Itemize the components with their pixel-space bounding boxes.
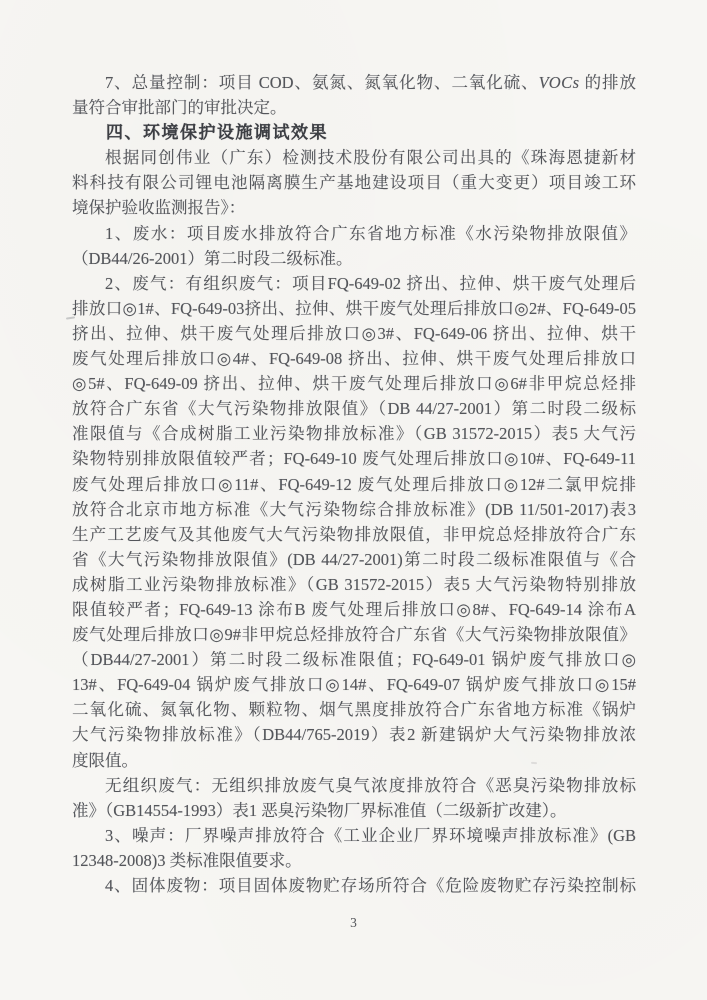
text-line: 2、废气：有组织废气：项目FQ-649-02 挤出、拉伸、烘干废气处理后 (105, 273, 636, 293)
text-line: 境保护验收监测报告》： (72, 198, 246, 218)
text-segment: 7、总量控制：项目 COD、氨氮、氮氧化物、二氧化硫、 (105, 73, 539, 92)
text-line: （DB44/27-2001）第二时段二级标准限值；FQ-649-01 锅炉废气排放口◎ (72, 650, 636, 670)
text-line: 3、噪声：厂界噪声排放符合《工业企业厂界环境噪声排放标准》(GB (105, 825, 636, 845)
text-line: 准》（GB14554-1993）表1 恶臭污染物厂界标准值（二级新扩改建）。 (72, 800, 567, 820)
text-line (72, 70, 636, 95)
scan-artifact (531, 762, 537, 764)
text-line: 根据同创伟业（广东）检测技术股份有限公司出具的《珠海恩捷新材 (105, 148, 636, 168)
text-line: 废气处理后排放口◎9#非甲烷总烃排放符合广东省《大气污染物排放限值》 (72, 625, 636, 645)
document-text-block (72, 70, 636, 898)
text-line: 限值较严者；FQ-649-13 涂布B 废气处理后排放口◎8#、FQ-649-14 涂布A (72, 599, 636, 619)
text-line: 省《大气污染物排放限值》(DB 44/27-2001)第二时段二级标准限值与《合 (72, 549, 636, 569)
text-line: 度限值。 (72, 750, 138, 770)
text-line: （DB44/26-2001）第二时段二级标准。 (72, 248, 353, 268)
text-line: 废气处理后排放口◎11#、FQ-649-12 废气处理后排放口◎12#二氯甲烷排 (72, 474, 636, 494)
text-line: 13#、FQ-649-04 锅炉废气排放口◎14#、FQ-649-07 锅炉废气排放口◎15# (72, 675, 636, 695)
text-line: 量符合审批部门的审批决定。 (72, 98, 287, 118)
text-line: 放符合广东省《大气污染物排放限值》（DB 44/27-2001）第二时段二级标 (72, 399, 636, 419)
text-line: 成树脂工业污染物排放标准》（GB 31572-2015）表5 大气污染物特别排放 (72, 574, 636, 594)
text-line: 废气处理后排放口◎4#、FQ-649-08 挤出、拉伸、烘干废气处理后排放口 (72, 349, 636, 369)
page-number: 3 (350, 915, 357, 930)
text-line: 大气污染物排放标准》（DB44/765-2019）表2 新建锅炉大气污染物排放浓 (72, 725, 636, 745)
text-line: 生产工艺废气及其他废气大气污染物排放限值，非甲烷总烃排放符合广东 (72, 524, 636, 544)
text-line: 二氧化硫、氮氧化物、颗粒物、烟气黑度排放符合广东省地方标准《锅炉 (72, 700, 636, 720)
vocs-text: VOCs (538, 73, 580, 92)
text-line: 排放口◎1#、FQ-649-03挤出、拉伸、烘干废气处理后排放口◎2#、FQ-649-05 (72, 298, 636, 318)
text-line: 4、固体废物：项目固体废物贮存场所符合《危险废物贮存污染控制标 (105, 876, 636, 895)
text-line: 1、废水：项目废水排放符合广东省地方标准《水污染物排放限值》 (105, 223, 636, 243)
text-line: 准限值与《合成树脂工业污染物排放标准》（GB 31572-2015）表5 大气污 (72, 424, 636, 444)
text-segment: 的排放 (579, 73, 636, 92)
text-line: 染物特别排放限值较严者；FQ-649-10 废气处理后排放口◎10#、FQ-649-11 (72, 449, 636, 469)
text-line: 料科技有限公司锂电池隔离膜生产基地建设项目（重大变更）项目竣工环 (72, 173, 636, 193)
text-line: 12348-2008)3 类标准限值要求。 (72, 850, 302, 870)
text-line: 挤出、拉伸、烘干废气处理后排放口◎3#、FQ-649-06 挤出、拉伸、烘干 (72, 323, 636, 343)
text-line: 放符合北京市地方标准《大气污染物综合排放标准》(DB 11/501-2017)表3 (72, 499, 636, 519)
text-line: ◎5#、FQ-649-09 挤出、拉伸、烘干废气处理后排放口◎6#非甲烷总烃排 (72, 374, 636, 394)
section-heading: 四、环境保护设施调试效果 (106, 123, 328, 143)
text-line: 无组织废气：无组织排放废气臭气浓度排放符合《恶臭污染物排放标 (105, 775, 636, 795)
